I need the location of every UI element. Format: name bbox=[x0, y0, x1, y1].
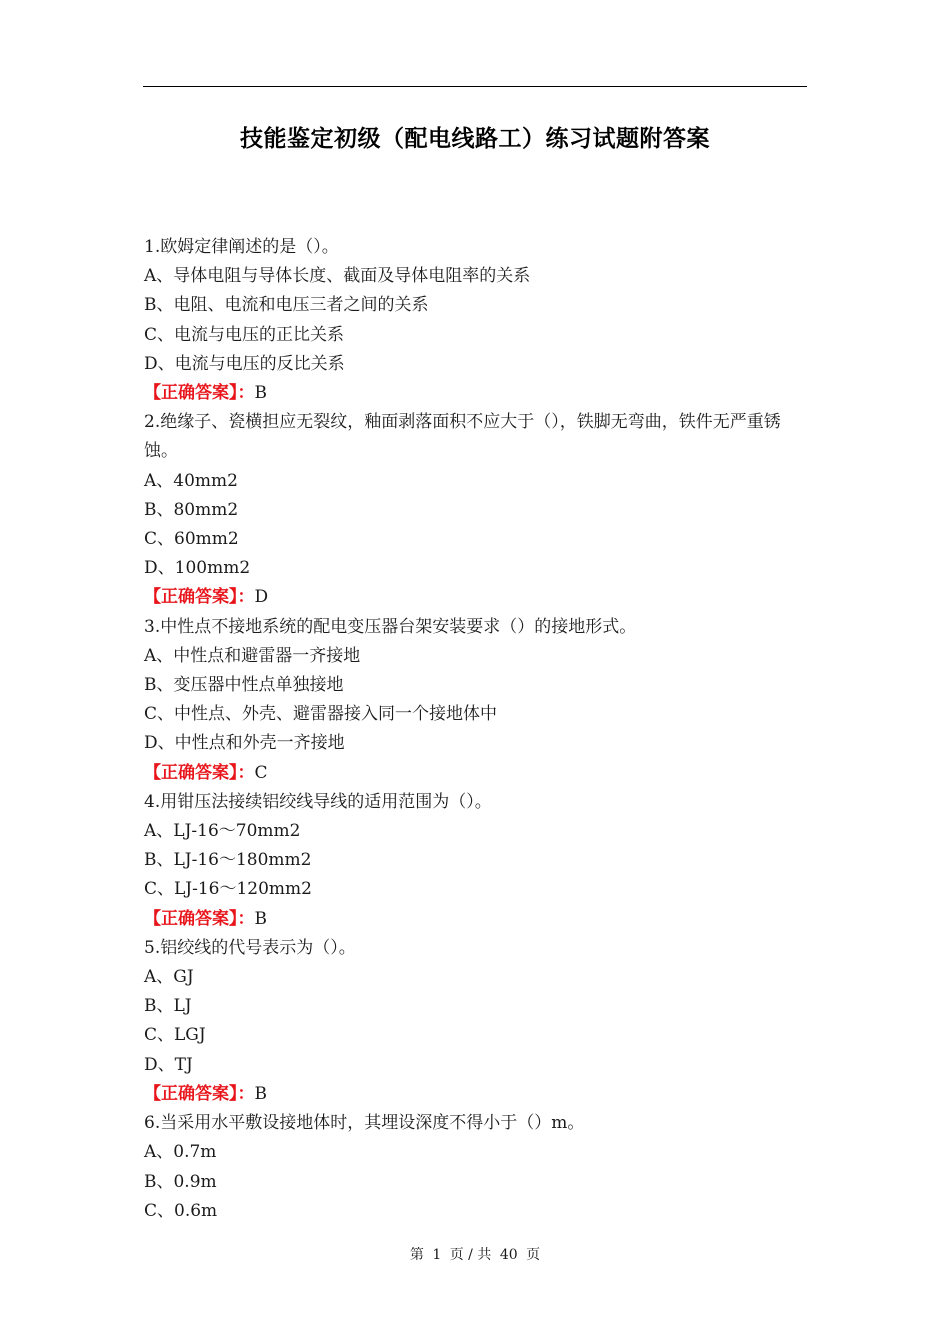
question-block bbox=[144, 408, 804, 612]
answer-value: C bbox=[254, 762, 268, 783]
footer-page-number: 1 bbox=[432, 1247, 442, 1263]
question-block bbox=[144, 1109, 804, 1226]
answer-line bbox=[144, 379, 804, 408]
option-text: A、40mm2 bbox=[144, 470, 238, 491]
question-block bbox=[144, 788, 804, 934]
question-text: 4.用钳压法接续铝绞线导线的适用范围为（）。 bbox=[144, 791, 492, 812]
answer-line bbox=[144, 583, 804, 612]
question-block bbox=[144, 613, 804, 788]
question-block bbox=[144, 934, 804, 1109]
answer-line bbox=[144, 759, 804, 788]
option-text: A、LJ-16～70mm2 bbox=[144, 821, 301, 842]
question-text: 5.铝绞线的代号表示为（）。 bbox=[144, 937, 356, 958]
answer-line bbox=[144, 905, 804, 934]
header-rule bbox=[143, 86, 807, 87]
option-text: C、LGJ bbox=[144, 1025, 206, 1046]
option-text: D、中性点和外壳一齐接地 bbox=[144, 733, 345, 754]
page-footer bbox=[0, 1244, 950, 1264]
answer-label: 【正确答案】： bbox=[144, 1083, 255, 1104]
option-text: A、导体电阻与导体长度、截面及导体电阻率的关系 bbox=[144, 266, 531, 287]
answer-value: B bbox=[254, 908, 267, 929]
option-text: D、电流与电压的反比关系 bbox=[144, 353, 345, 374]
option-text: A、GJ bbox=[144, 967, 194, 988]
option-text: B、80mm2 bbox=[144, 499, 239, 520]
option-text: B、电阻、电流和电压三者之间的关系 bbox=[144, 295, 429, 316]
question-text: 2.绝缘子、瓷横担应无裂纹，釉面剥落面积不应大于（），铁脚无弯曲，铁件无严重锈蚀。 bbox=[144, 412, 781, 462]
option-text: C、电流与电压的正比关系 bbox=[144, 324, 345, 345]
option-text: D、TJ bbox=[144, 1054, 193, 1075]
option-text: A、0.7m bbox=[144, 1142, 217, 1163]
option-text: C、中性点、外壳、避雷器接入同一个接地体中 bbox=[144, 704, 498, 725]
question-text: 6.当采用水平敷设接地体时，其埋设深度不得小于（）m。 bbox=[144, 1113, 585, 1134]
answer-line bbox=[144, 1080, 804, 1109]
option-text: C、LJ-16～120mm2 bbox=[144, 879, 312, 900]
question-list bbox=[144, 233, 804, 1226]
footer-suffix: 页 bbox=[526, 1247, 541, 1263]
answer-value: B bbox=[254, 1083, 267, 1104]
footer-prefix: 第 bbox=[409, 1247, 424, 1263]
answer-label: 【正确答案】： bbox=[144, 908, 255, 929]
question-text: 3.中性点不接地系统的配电变压器台架安装要求（）的接地形式。 bbox=[144, 616, 637, 637]
document-title: 技能鉴定初级（配电线路工）练习试题附答案 bbox=[240, 126, 710, 152]
footer-total-pages: 40 bbox=[499, 1247, 518, 1263]
answer-label: 【正确答案】： bbox=[144, 383, 255, 404]
answer-value: B bbox=[254, 383, 267, 404]
answer-value: D bbox=[254, 587, 269, 608]
option-text: B、LJ-16～180mm2 bbox=[144, 850, 312, 871]
answer-label: 【正确答案】： bbox=[144, 762, 255, 783]
option-text: B、变压器中性点单独接地 bbox=[144, 675, 344, 696]
option-text: D、100mm2 bbox=[144, 558, 251, 579]
option-text: C、60mm2 bbox=[144, 529, 239, 550]
option-text: A、中性点和避雷器一齐接地 bbox=[144, 645, 361, 666]
question-block bbox=[144, 233, 804, 408]
option-text: B、0.9m bbox=[144, 1171, 217, 1192]
question-text: 1.欧姆定律阐述的是（）。 bbox=[144, 237, 339, 257]
footer-middle: 页 / 共 bbox=[449, 1247, 492, 1263]
option-text: B、LJ bbox=[144, 996, 192, 1017]
option-text: C、0.6m bbox=[144, 1200, 218, 1221]
answer-label: 【正确答案】： bbox=[144, 587, 255, 608]
